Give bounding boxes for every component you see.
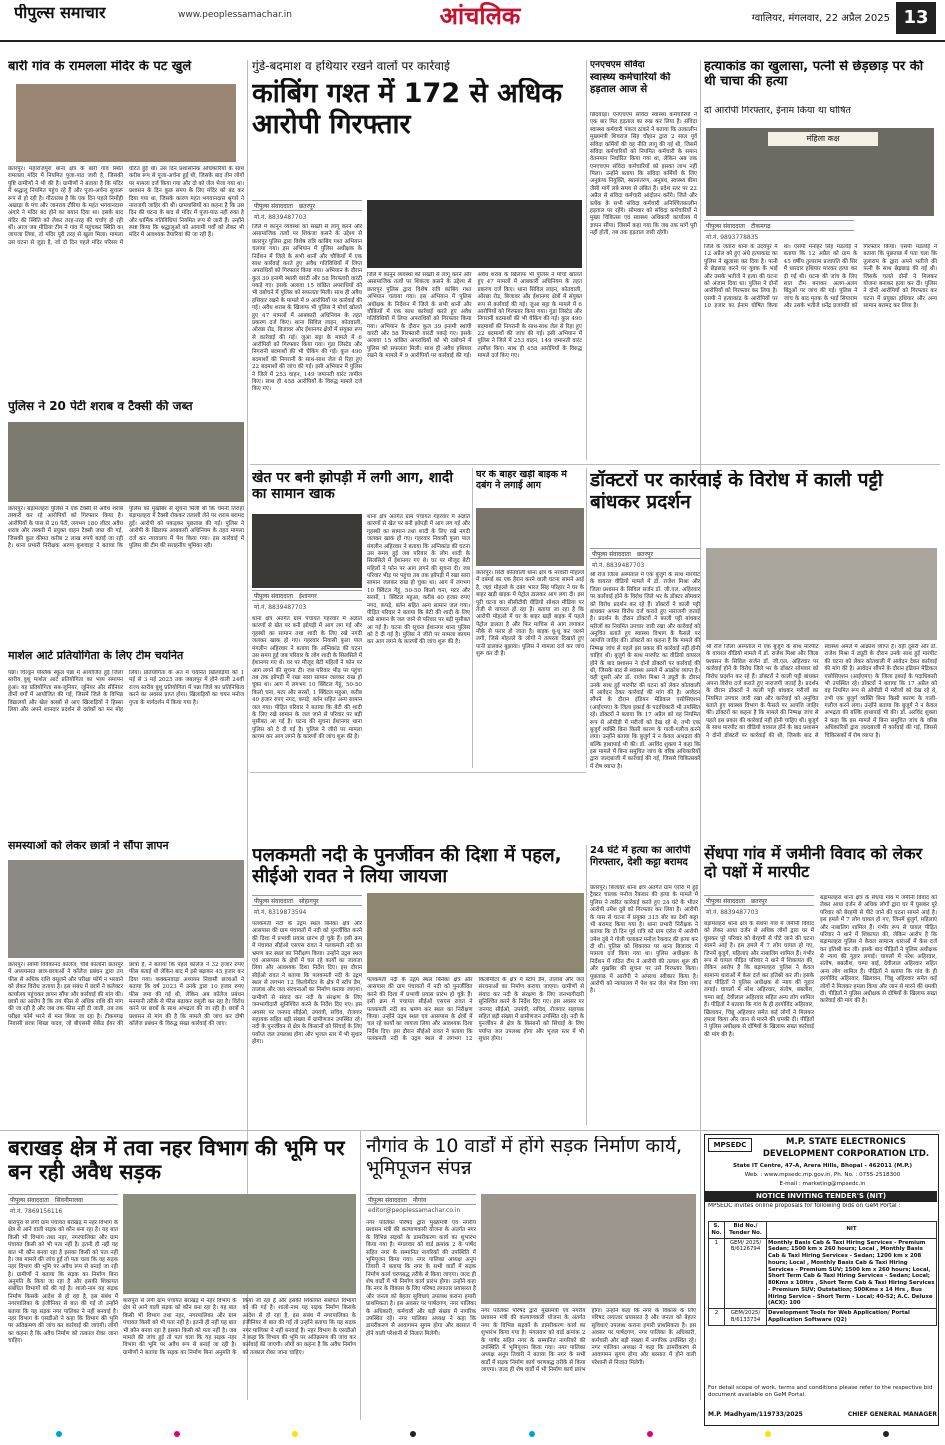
photo-sign: मंहिला कक्ष	[768, 132, 878, 146]
org-address: State IT Centre, 47-A, Arera Hills, Bhopal - 462011 (M.P.)	[732, 1163, 913, 1169]
tender-footer-note: For detail scope of work, terms and conditions please refer to the respective bid document available on GeM Portal.	[708, 1385, 933, 1399]
story-sharab	[8, 400, 244, 645]
cell-nit: Development Tools for Web Application/ Portal Application Software (Q2)	[767, 1309, 937, 1326]
notice-intro: MPSEDC invites online proposals for following bids on GeM Portal :	[708, 1203, 901, 1209]
story-body: श्री रोज जिला अस्पताल में एक बुजुर्ग के साथ मारपीट के वायरल वीडियो मामले में डॉ. राजेश मिश्रा और जिला प्रशासन के सिविल सर्जन डॉ. जी.एल. अहिरवार पर कार्रवाई होने के विरोध जिले भर के डॉक्टर सोमवार को विरोध प्रदर्शन कर रहे हैं। डॉक्टरों ने काली पट्टी बांधकर अपना विरोध दर्ज कराते हुए नाराजगी जताई है। प्रदर्शन के दौरान डॉक्टरों ने काली पट्टी बांधकर मरीजों का नियमित उपचार जारी रखा और कार्रवाई को अनुचित बताते हुए स्वास्थ्य विभाग के फैसले पर आपत्ति जाहिर की। डॉक्टरों का कहना है कि मामले की निष्पक्ष जांच से पहले इस प्रकार की कार्रवाई नहीं होनी चाहिए थी। बुजुर्ग के साथ मारपीट का वीडियो वायरल होने के बाद प्रशासन ने दोनों डॉक्टरों पर कार्रवाई की थी, जिसके बाद से स्वास्थ्य अमले में आक्रोश व्याप्त है। वहीं दूसरी ओर डॉ. राजेश मिश्रा ने ड्यूटी के दौरान उनके साथ हुई मारपीट की घटना को लेकर कोतवाली में आवेदन देकर कार्रवाई की मांग की है। आवेदन सौंपने के दौरान इंडियन मेडिकल एसोसिएशन (आईएमए) के जिला इकाई के पदाधिकारी भी उपस्थित रहे। डॉक्टरों ने बताया कि 17 अप्रैल को वह नियमित रूप से ओपीडी में मरीजों को देख रहे थे, तभी एक बुजुर्ग व्यक्ति बिना किसी कारण के गाली-गलौज करने लगा। उन्होंने बताया कि बुजुर्ग ने न केवल अभद्रता की बल्कि हाथापाई भी की। डॉ. अरविंद शुक्ला ने कहा कि इस मामले में बिना समुचित जांच के वरिष्ठ अधिकारियों द्वारा जल्दबाजी में कार्रवाई की गई, जिससे चिकित्सकों में रोष व्याप्त है।	[590, 572, 700, 770]
headline: 24 घंटे में हत्या का आरोपी गिरफ्तार, देशी कट्टा बरामद	[590, 845, 691, 868]
burnt-hut-photo	[252, 514, 362, 588]
accused-arrest-photo	[706, 128, 934, 216]
story-body-continued: बड़ामलहरा थाना क्षेत्र के सेंधपा गांव में जमीनी विवाद को लेकर आधा दर्जन से अधिक लोगों द्वारा घर में घुसकर पूरे परिवार को बेरहमी से पीटे जाने की घटना सामने आई है। इस हमले में 7 लोग घायल हो गए, जिनमें बुजुर्ग, महिलाएं और नाबालिग शामिल हैं। गंभीर रूप से घायल पीड़ित परिवार ने थाने में शिकायत की, लेकिन आरोप है कि बड़ामलहरा पुलिस ने केवल सामान्य धाराओं में केस दर्ज कर इतिश्री कर ली। इसके बाद पीड़ितों ने पुलिस अधीक्षक से न्याय की गुहार लगाई। घायलों में नरेश अहिरवार, संतोष, बबलीश, चम्पा बाई, देवीलाल अहिरवार सहित अन्य लोग शामिल हैं। पीड़ितों ने बताया कि गांव के ही हरगोविंद अहिरवार, खिलावन, चिन्नू अहिरवार समेत कई लोगों ने मिलकर हमला किया और जान से मारने की धमकी दी। पीड़ितों ने पुलिस अधीक्षक से दोषियों के खिलाफ सख्त कार्रवाई की मांग की है।	[820, 895, 937, 1005]
story-body: छिंदवाड़ा। एनएचएम संविदा स्वास्थ्य कर्मचारियों ने एक बार फिर हड़ताल का रुख कर लिया है। संविदा स्वास्थ्य कर्मचारी पंकज ठाकरे ने बताया कि तत्कालीन मुख्यमंत्री शिवराज सिंह चौहान द्वारा 2 साल पूर्व संविदा कर्मियों की वह नीति लागू की गई थी, जिसमें संविदा कर्मचारियों को नियमित कर्मचारी के समान वेतनमान निर्धारित किया गया था, लेकिन अब तक एनएचएम संविदा कर्मचारियों को इसका लाभ नहीं मिला। उन्होंने बताया कि संविदा कर्मियों के लिए अनुकंपा नियुक्ति, स्थानांतरण, अनुबंध, स्वास्थ्य बीमा जैसी मांगें लंबे समय से लंबित हैं। प्रदेश स्तर पर 22 अप्रैल से संविदा कर्मचारी आंदोलन करेंगे। जिले और ब्लॉक के सभी संविदा कर्मचारी अनिश्चितकालीन हड़ताल पर रहेंगे। सोमवार को संविदा कर्मचारियों ने मुख्य चिकित्सा एवं स्वास्थ्य अधिकारी कार्यालय में ज्ञापन सौंपा। जिसमें कहा गया कि जब तक मांगें पूरी नहीं होतीं, तब तक हड़ताल जारी रहेगी।	[590, 112, 697, 236]
kicker: गुंडे-बदमाश व हथियार रखने वालों पर कार्रवाई	[252, 60, 450, 73]
story-palakmati	[252, 845, 584, 1125]
org-email[interactable]: E-mail : marketing@mpsedc.in	[779, 1181, 866, 1187]
story-body: नगर पालिका परिषद द्वारा मुख्यमंत्री एवं नगरीय प्रशासन मंत्री की कल्याणकारी योजना के अंतर्गत नगर के विभिन्न सड़कों के डामरीकरण कार्य का शुभारंभ किया गया है। मंगलवार को वार्ड क्रमांक 2 के पार्षद सहित नगर के सम्मानित नागरिकों की उपस्थिति में भूमिपूजन किया गया। नगर पालिका अध्यक्ष अनूप तिवारी ने बताया कि नगर के सभी वार्डों में सड़क निर्माण कार्य चरणबद्ध तरीके से किया जाएगा। जल्द ही शेष वार्डों में भी निर्माण कार्य प्रारंभ होगा। उन्होंने कहा कि नगर के विकास के लिए परिषद लगातार प्रयासरत है और जनता को बेहतर सुविधाएं उपलब्ध कराना हमारी प्राथमिकता है। इस अवसर पर पार्षदगण, नगर पालिका के अधिकारी, कर्मचारी और बड़ी संख्या में नागरिक उपस्थित रहे। नगर पालिका अध्यक्ष ने कहा कि डामरीकरण से आवागमन सुगम होगा और बरसात में होने वाली परेशानी से निजात मिलेगी।	[366, 1220, 476, 1337]
headline: मार्शल आर्ट प्रतियोगिता के लिए टीम चयनित	[8, 650, 184, 662]
story-doctors	[590, 470, 937, 840]
story-body: पलकमती नदी के उद्गम स्थल बिनेका क्षेत्र और आसपास की ग्राम पंचायतों में नदी को पुनर्जीवित करने की दिशा में प्रभावी प्रयास प्रारंभ हो चुके हैं। इसी क्रम में पंचायत सीईओ एसएस रावत ने पलकमती नदी का भ्रमण कर स्थल का निरीक्षण किया। उन्होंने उद्गम स्थल एवं आसपास के क्षेत्रों में चल रहे कार्यों का जायजा लिया और आवश्यक दिशा निर्देश दिए। इस दौरान सीईओ रावत ने बताया कि पलकमती नदी के उद्गम स्थल से लगभग 12 किलोमीटर के क्षेत्र में स्टॉप डैम, तालाब और जल संरचनाओं का निर्माण कराया जाएगा। ग्रामीणों से संवाद कर नदी के संरक्षण के लिए जनभागीदारी सुनिश्चित करने के निर्देश दिए गए। इस अवसर पर जनपद सीईओ, उपयंत्री, सचिव, रोजगार सहायक सहित बड़ी संख्या में ग्रामीणजन उपस्थित रहे। नदी के पुनर्जीवन से क्षेत्र के किसानों को सिंचाई के लिए पर्याप्त जल उपलब्ध होगा और भूजल स्तर में भी सुधार होगा।	[252, 921, 362, 1045]
cell-bid: GEM/ 2025/ B/6126794	[725, 1238, 767, 1309]
story-ram-mandir	[8, 60, 244, 395]
headline: पुलिस ने 20 पेटी शराब व टैक्सी की जब्त	[8, 400, 193, 413]
temple-meeting-photo	[16, 84, 236, 162]
story-body-continued: थाना क्षेत्र अंतर्गत ग्राम पंचायत गहरवार में अज्ञात कारणों से खेत पर बनी झोपड़ी में आग लग गई और गृहस्थी का सामान तथा शादी के लिए रखे नगदी जलकर खाक हो गए। गहरवार निवासी फूला पाल मंगलीन अहिरवार ने बताया कि अग्निकांड की घटना उस समय हुई जब परिवार के लोग शादी के सिलसिले में ईशानगर गए थे। घर पर मौजूद बेटी महिलों ने फोन पर आग लगने की सूचना दी। जब परिवार भीड़ पर पहुंचा तब तक झोपड़ी में रखा सारा सामान जलकर राख हो चुका था। आग में लगभग 10 क्विंटल गेहूं, 50-50 किलो चना, मटर और सरसों, 1 क्विंटल महुआ, करीब 40 हजार रुपए नगद, कपड़े, बर्तन सहित अन्य सामान जल गया। पीड़ित परिवार ने बताया कि बेटी की शादी के लिए रखे सामान के जल जाने से परिवार पर बड़ी मुसीबत आ गई है। घटना की सूचना ईशानगर थाना पुलिस को दे दी गई है। पुलिस ने जीरो पर मामला कायम कर आग लगने के कारणों की जांच शुरू की है।	[367, 514, 470, 646]
mobile-number: मो.नं. 8839487703	[254, 214, 307, 221]
bhoomipujan-photo	[481, 1194, 696, 1304]
headline: पलकमती नदी के पुनर्जीवन की दिशा में पहल, सीईओ रावत ने लिया जायजा	[252, 845, 562, 888]
website[interactable]: www.peoplessamachar.in	[178, 10, 292, 20]
cell-sno: 1	[709, 1238, 725, 1309]
mobile-number: मो.नं. 8839487703	[254, 604, 307, 611]
byline: पीपुल्स संवाददाता छतरपुर	[704, 895, 814, 906]
story-naugaon	[366, 1136, 696, 1426]
section-title: आंचलिक	[439, 2, 521, 30]
mobile-number: मो.नं. 9893778835	[706, 234, 759, 241]
story-body: पन्ना। चिल्ड्रन पब्लिक स्कूल पन्ना में आयोजित हुई जिला स्तरीय वुशु मार्शल आर्ट प्रतियोगिता का भव्य समापन हुआ। यह प्रतियोगिता सब-जूनियर, जूनियर और सीनियर तीनों वर्गों में आयोजित की गई, जिसमें जिले के विभिन्न विद्यालयों और खेल क्लबों से आए खिलाड़ियों ने हिस्सा लिया और अपने शानदार प्रदर्शन से दर्शकों का मन मोह लिया। प्रतियोगिता के अंत में चयनित खिलाड़ियों को 1 मई से 3 मई 2025 तक जबलपुर में होने वाली 24वीं राज्य स्तरीय वुशु प्रतियोगिता में पन्ना जिले का प्रतिनिधित्व करने का अवसर प्राप्त होगा। खिलाड़ियों का चयन मनोज गुप्ता के मार्गदर्शन में किया गया है।	[8, 670, 244, 713]
byline: पीपुल्स संवाददाता सोहागपुर	[252, 895, 362, 906]
col-bid: Bid No./ Tender No.	[725, 1222, 767, 1239]
headline: स्वास्थ्य कर्मचारियों की हड़ताल आज से	[590, 72, 671, 95]
tender-advertisement	[704, 1134, 939, 1426]
print-color-bar	[0, 1430, 945, 1438]
tender-signatory: CHIEF GENERAL MANAGER	[847, 1411, 937, 1418]
story-hatyakand	[704, 60, 937, 460]
story-hadtal	[590, 60, 697, 460]
headline: घर के बाहर खड़ी बाइक में दबंग ने लगाई आग	[476, 470, 567, 491]
story-body: बड़ामलहरा थाना क्षेत्र के सेंधपा गांव में जमीनी विवाद को लेकर आधा दर्जन से अधिक लोगों द्वारा घर में घुसकर पूरे परिवार को बेरहमी से पीटे जाने की घटना सामने आई है। इस हमले में 7 लोग घायल हो गए, जिनमें बुजुर्ग, महिलाएं और नाबालिग शामिल हैं। गंभीर रूप से घायल पीड़ित परिवार ने थाने में शिकायत की, लेकिन आरोप है कि बड़ामलहरा पुलिस ने केवल सामान्य धाराओं में केस दर्ज कर इतिश्री कर ली। इसके बाद पीड़ितों ने पुलिस अधीक्षक से न्याय की गुहार लगाई। घायलों में नरेश अहिरवार, संतोष, बबलीश, चम्पा बाई, देवीलाल अहिरवार सहित अन्य लोग शामिल हैं। पीड़ितों ने बताया कि गांव के ही हरगोविंद अहिरवार, खिलावन, चिन्नू अहिरवार समेत कई लोगों ने मिलकर हमला किया और जान से मारने की धमकी दी। पीड़ितों ने पुलिस अधीक्षक से दोषियों के खिलाफ सख्त कार्रवाई की मांग की है।	[704, 921, 814, 1038]
headline: समस्याओं को लेकर छात्रों ने सौंपा ज्ञापन	[8, 840, 169, 852]
cell-nit: Monthly Basis Cab & Taxi Hiring Services - Premium Sedan; 1500 km x 260 hours; Local , Monthly Basis Cab & Taxi Hiring Services - Sedan; 1200 km x 208 hours; Local , Monthly Basis Cab & Taxi Hiring Services - Premium SUV; 1500 km x 260 hours; Local, Short Term Cab & Taxi Hiring Services - Sedan; Local; 80Kms x 10Hrs , Short Term Cab & Taxi Hiring Services - Premium SUV; Outstation; 500Kms x 14 Hrs , Bus Hiring Service - Short Term - Local; 40-52; A.C. Deluxe (ACX): 100	[767, 1238, 937, 1309]
story-body: छतरपुर। स्वामी विवेकानंद कॉलेज, चौबे कॉलोनी छतरपुर में अध्ययनरत छात्र-छात्राओं ने कॉलेज प्रबंधन द्वारा तय फीस से अधिक राशि वसूलने और परीक्षा फॉर्म न भरवाने को लेकर विरोध जताया है। इस संबंध में छात्रों ने कलेक्टर कार्यालय पहुंचकर ज्ञापन सौंपा और कार्रवाई की मांग की। छात्रों का आरोप है कि तय फीस से अधिक राशि की मांग की जा रही है और जब तक फीस नहीं दी जाती, तब तक परीक्षा फॉर्म भरने से मना किया जा रहा है। टीकमगढ़ निवासी छात्रा शिखा यादव, जो बीएससी सेकेंड ईयर की छात्रा है, ने बताया कि पहले कॉलेज ने 32 हजार रुपए फीस बताई थी लेकिन बाद में इसे बढ़ाकर 45 हजार कर दिया गया। कक्कनवाड़ा अध्ययन निवासी छात्राओं ने बताया कि वर्ष 2023 में उनके द्वारा 10 हजार रुपए फीस जमा की गई थी, लेकिन अब कॉलेज प्रबंधन मनमानी तरीके से फीस बढ़ाकर वसूली कर रहा है। विरोध करने पर छात्रों के साथ अभद्रता की जा रही है। छात्रों ने प्रशासन से मांग की है कि मामले की जांच कर दोषी कॉलेज प्रबंधन के विरुद्ध सख्त कार्रवाई की जाए।	[8, 962, 244, 1027]
byline: पीपुल्स संवाददाता ईशानगर	[252, 590, 362, 601]
mpsedc-logo: MPSEDC	[708, 1138, 752, 1152]
byline: पीपुल्स संवाददाता टीकमगढ़	[704, 220, 854, 231]
story-combing	[252, 60, 582, 460]
headline: सेंधपा गांव में जमीनी विवाद को लेकर दो पक्षों में मारपीट	[704, 845, 923, 882]
page-number: 13	[896, 2, 936, 34]
subhead: दो आरोपी गिरफ्तार, ईनाम किया था घोषित	[704, 106, 851, 116]
mobile-number: मो.नं. 8319873594	[254, 909, 307, 916]
col-sno: S. No.	[709, 1222, 725, 1239]
masthead	[0, 0, 945, 42]
police-combing-photo	[367, 200, 582, 268]
police-seizure-photo	[8, 422, 244, 502]
org-name-line1: M.P. STATE ELECTRONICS	[786, 1137, 906, 1147]
tender-table	[708, 1221, 937, 1326]
mobile-number: मो.नं. 7869156116	[10, 1208, 63, 1215]
logo: पीपुल्स समाचार	[14, 4, 106, 22]
byline: पीपुल्स संवाददाता छतरपुर	[590, 548, 700, 559]
headline: बराखड़ क्षेत्र में तवा नहर विभाग की भूमि पर बन रही अवैध सड़क	[8, 1136, 345, 1185]
headline: नौगांव के 10 वार्डों में होंगे सड़क निर्माण कार्य, भूमिपूजन संपन्न	[366, 1136, 683, 1179]
mobile-number: मो.नं. 8839487703	[592, 562, 645, 569]
story-barakhad	[8, 1136, 356, 1426]
story-sendhapa	[704, 845, 937, 1125]
tender-table-header	[709, 1222, 937, 1239]
story-jhopdi	[252, 470, 470, 770]
headline: खेत पर बनी झोपड़ी में लगी आग, शादी का सामान खाक	[252, 470, 453, 503]
story-gyapan	[8, 840, 244, 1130]
students-memorandum-photo	[8, 860, 244, 958]
cell-bid: GEM/2025/ B/6133734	[725, 1309, 767, 1326]
headline: बारी गांव के रामलला मंदिर के पट खुले	[8, 60, 192, 74]
story-body: थाना क्षेत्र अंतर्गत ग्राम पंचायत गहरवार में अज्ञात कारणों से खेत पर बनी झोपड़ी में आग लग गई और गृहस्थी का सामान तथा शादी के लिए रखे नगदी जलकर खाक हो गए। गहरवार निवासी फूला पाल मंगलीन अहिरवार ने बताया कि अग्निकांड की घटना उस समय हुई जब परिवार के लोग शादी के सिलसिले में ईशानगर गए थे। घर पर मौजूद बेटी महिलों ने फोन पर आग लगने की सूचना दी। जब परिवार भीड़ पर पहुंचा तब तक झोपड़ी में रखा सारा सामान जलकर राख हो चुका था। आग में लगभग 10 क्विंटल गेहूं, 50-50 किलो चना, मटर और सरसों, 1 क्विंटल महुआ, करीब 40 हजार रुपए नगद, कपड़े, बर्तन सहित अन्य सामान जल गया। पीड़ित परिवार ने बताया कि बेटी की शादी के लिए रखे सामान के जल जाने से परिवार पर बड़ी मुसीबत आ गई है। घटना की सूचना ईशानगर थाना पुलिस को दे दी गई है। पुलिस ने जीरो पर मामला कायम कर आग लगने के कारणों की जांच शुरू की है।	[252, 616, 362, 740]
burnt-bike-photo	[476, 508, 584, 566]
story-body: छतरपुर। बिजावर थाना क्षेत्र अंतर्गत ग्राम एरोरा में हुई ट्रैक्टर चालक मनोज रैकवार की हत्या के मामले में पुलिस ने त्वरित कार्रवाई करते हुए 24 घंटे के भीतर आरोपी उमेश दुबे को गिरफ्तार कर लिया है। आरोपी के पास से घटना में प्रयुक्त 315 बोर का देशी कट्टा भी बरामद किया गया है। थाना प्रभारी निरीक्षक ने बताया कि दो दिन पूर्व रात्रि को ग्राम एरोरा में आरोपी उमेश दुबे ने गोली चलाकर मनोज रैकवार की हत्या कर दी थी। पुलिस को शिकायत पर थाना बिजावर में मामला दर्ज किया गया था। पुलिस अधीक्षक के निर्देशन में गठित टीम ने आरोपी की तलाश शुरू की और मुखबिर की सूचना पर उसे गिरफ्तार किया। पूछताछ में आरोपी ने अपराध स्वीकार किया है। आरोपी को न्यायालय में पेश कर जेल भेज दिया गया है।	[590, 885, 698, 995]
doctors-protest-photo	[706, 548, 937, 640]
cell-sno: 2	[709, 1309, 725, 1326]
org-web[interactable]: Web. : www.mpsedc.mp.gov.in, Ph. No. : 0755-2518300	[744, 1172, 901, 1178]
dateline: ग्वालियर, मंगलवार, 22 अप्रैल 2025	[751, 13, 890, 24]
kicker: एनएचएम संविदा	[590, 60, 645, 70]
road-construction-photo	[123, 1194, 356, 1294]
story-body: छतरपुर। बड़ामलहरा पुलिस ने एक टैक्सी से अवैध शराब तस्करी कर रहे आरोपियों को गिरफ्तार किया है। आरोपियों के पास से 20 पेटी, लगभग 180 लीटर अवैध शराब और तस्करी में प्रयुक्त वाहन टैक्सी जब्त की गई, जिसकी कुल कीमत करीब 2 लाख रुपये बताई जा रही है। थाना प्रभारी निरीक्षक अरुण कुशवाहा ने बताया कि पुलिस को मुखबिर से सूचना मिली थी कि चमनी तिराहा बड़ामलहरा में टैक्सी रोककर तलाशी लेने पर शराब बरामद हुई। आरोपी को पकड़कर पूछताछ की गई। पुलिस ने आरोपी के खिलाफ आबकारी अधिनियम के तहत मामला दर्ज कर न्यायालय में पेश किया गया। इस कार्रवाई में पुलिस की टीम की सराहनीय भूमिका रही।	[8, 506, 244, 549]
story-desi-katta	[590, 845, 698, 1125]
story-body-continued: नगर पालिका परिषद द्वारा मुख्यमंत्री एवं नगरीय प्रशासन मंत्री की कल्याणकारी योजना के अंतर्गत नगर के विभिन्न सड़कों के डामरीकरण कार्य का शुभारंभ किया गया है। मंगलवार को वार्ड क्रमांक 2 के पार्षद सहित नगर के सम्मानित नागरिकों की उपस्थिति में भूमिपूजन किया गया। नगर पालिका अध्यक्ष अनूप तिवारी ने बताया कि नगर के सभी वार्डों में सड़क निर्माण कार्य चरणबद्ध तरीके से किया जाएगा। जल्द ही शेष वार्डों में भी निर्माण कार्य प्रारंभ होगा। उन्होंने कहा कि नगर के विकास के लिए परिषद लगातार प्रयासरत है और जनता को बेहतर सुविधाएं उपलब्ध कराना हमारी प्राथमिकता है। इस अवसर पर पार्षदगण, नगर पालिका के अधिकारी, कर्मचारी और बड़ी संख्या में नागरिक उपस्थित रहे। नगर पालिका अध्यक्ष ने कहा कि डामरीकरण से आवागमन सुगम होगा और बरसात में होने वाली परेशानी से निजात मिलेगी।	[481, 1308, 696, 1373]
headline: कांबिंग गश्त में 172 से अधिक आरोपी गिरफ्तार	[252, 78, 563, 141]
headline: डॉक्टरों पर कार्रवाई के विरोध में काली पट्टी बांधकर प्रदर्शन	[590, 470, 883, 513]
tender-ref: M.P. Madhyam/119733/2025	[708, 1411, 803, 1418]
byline: पीपुल्स संवाददाता सिवनीमालवा	[8, 1194, 118, 1205]
story-body: छतरपुर। महाराजपुरा थाना क्षेत्र के बारी गांव स्थित रामलला मंदिर में नियमित पूजा-पाठ जारी है, जिसकी पुष्टि ग्रामीणों ने भी की है। ग्रामीणों ने बताया है कि मंदिर में श्रद्धालु नियमित पहुंच रहे हैं और पूजा-अर्चना सुचारू रूप से हो रही है। गौरतलब है कि एक दिन पहले निर्मोही अखाड़ा के पंच और जानराय टौरिया के महंत भगवानदास अंगारे ने मंदिर बंद होने का बयान दिया था। इसके बाद मंदिर की स्थिति को लेकर तरह-तरह की चर्चाएं हो रही थीं। आज जब मीडिया टीम ने गांव में पहुंचकर स्थिति का जायजा लिया, तो मंदिर पूरी तरह से खुला मिला। मामला उस घटना से जुड़ा है, जो दो दिन पहले मंदिर परिसर में घटित हुई थी। उस दिन प्रशासनिक अधिकारियों के साथ करीब रूप से पूजा-अर्चना हुई थी, जिसके बाद तीन लोगों पर मामला दर्ज किया गया और दो को जेल भेजा गया था। प्रशासन के दिन कुछ समय के लिए मंदिर को बंद कर दिया गया था, जिसके कारण महंत भगवानदास श्रृंगारे ने नाराजगी जाहिर की थी। ग्रामवासियों का कहना है कि उस दिन की घटना के बाद से मंदिर में पूजा-पाठ नहीं रुका है और धार्मिक गतिविधियां नियमित रूप से जारी हैं। उन्होंने स्पष्ट किया कि श्रद्धालुओं को आगामी पर्वों को लेकर भी मंदिर में आवश्यक तैयारियां की जा रही हैं।	[8, 166, 244, 246]
story-body: जिले के जतारा थाना के उदयपुर में 12 अप्रैल को हुए अंधे हत्याकांड का पुलिस ने खुलासा कर दिया है। पत्नी से छेड़छाड़ करने पर युवक के भाई और उसके भतीजे ने हत्या की घटना को अंजाम दिया था। पुलिस ने दोनों आरोपियों को गिरफ्तार कर लिया है। एसपी ने हत्याकांड के आरोपियों पर 10 हजार का ईनाम घोषित किया था। एसपी मनोहर सिंह मंडलोई ने बताया कि 12 अप्रैल को ग्राम के 45 वर्षीय तुलाराम प्रजापति की सिर में धारदार हथियार मारकर हत्या कर दी गई थी। घटना की जांच के लिए सात टीम बनाकर अलग-अलग बिंदुओं पर जांच की गई। पुलिस ने जांच के बाद मृतक के भाई सियाराम और उसके भतीजे धनेंद्र प्रजापति को गिरफ्तार किया। एसपी मंडलोई ने बताया कि पूछताछ में पता चला कि तुलाराम के द्वारा अपने भतीजे की पत्नी के साथ छेड़छाड़ की गई थी। जिसके चलते दोनों ने मिलकर योजना बनाकर हत्या कर दी। पुलिस ने दोनों आरोपियों को गिरफ्तार कर घटना में प्रयुक्त हथियार और अन्य सामान बरामद कर लिया है।	[704, 244, 937, 309]
story-body-continued: श्री रोज जिला अस्पताल में एक बुजुर्ग के साथ मारपीट के वायरल वीडियो मामले में डॉ. राजेश मिश्रा और जिला प्रशासन के सिविल सर्जन डॉ. जी.एल. अहिरवार पर कार्रवाई होने के विरोध जिले भर के डॉक्टर सोमवार को विरोध प्रदर्शन कर रहे हैं। डॉक्टरों ने काली पट्टी बांधकर अपना विरोध दर्ज कराते हुए नाराजगी जताई है। प्रदर्शन के दौरान डॉक्टरों ने काली पट्टी बांधकर मरीजों का नियमित उपचार जारी रखा और कार्रवाई को अनुचित बताते हुए स्वास्थ्य विभाग के फैसले पर आपत्ति जाहिर की। डॉक्टरों का कहना है कि मामले की निष्पक्ष जांच से पहले इस प्रकार की कार्रवाई नहीं होनी चाहिए थी। बुजुर्ग के साथ मारपीट का वीडियो वायरल होने के बाद प्रशासन ने दोनों डॉक्टरों पर कार्रवाई की थी, जिसके बाद से स्वास्थ्य अमले में आक्रोश व्याप्त है। वहीं दूसरी ओर डॉ. राजेश मिश्रा ने ड्यूटी के दौरान उनके साथ हुई मारपीट की घटना को लेकर कोतवाली में आवेदन देकर कार्रवाई की मांग की है। आवेदन सौंपने के दौरान इंडियन मेडिकल एसोसिएशन (आईएमए) के जिला इकाई के पदाधिकारी भी उपस्थित रहे। डॉक्टरों ने बताया कि 17 अप्रैल को वह नियमित रूप से ओपीडी में मरीजों को देख रहे थे, तभी एक बुजुर्ग व्यक्ति बिना किसी कारण के गाली-गलौज करने लगा। उन्होंने बताया कि बुजुर्ग ने न केवल अभद्रता की बल्कि हाथापाई भी की। डॉ. अरविंद शुक्ला ने कहा कि इस मामले में बिना समुचित जांच के वरिष्ठ अधिकारियों द्वारा जल्दबाजी में कार्रवाई की गई, जिससे चिकित्सकों में रोष व्याप्त है।	[706, 644, 937, 739]
river-inspection-photo	[367, 893, 584, 973]
org-name-line2: DEVELOPMENT CORPORATION LTD.	[762, 1149, 930, 1159]
col-nit: NIT	[767, 1222, 937, 1239]
story-body: जिले में कानून व्यवस्था को सख्ती से लागू करने और असामाजिक तत्वों पर शिकंजा कसने के उद्देश्य से छतरपुर पुलिस द्वारा विशेष रात्रि कांबिंग गश्त अभियान चलाया गया। इस अभियान में पुलिस अधीक्षक के निर्देशन में जिले के सभी थानों और चौकियों में एक साथ कार्रवाई करते हुए अवैध गतिविधियों में लिप्त अपराधियों को गिरफ्तार किया गया। अभियान के दौरान कुल 39 इनामी स्थायी वारंटी और 58 गिरफ्तारी वारंटी पकड़े गए। इसके अलावा 15 वांछित अपराधियों को भी दबोचने में पुलिस को सफलता मिली। साथ ही अवैध हथियार रखने के मामले में 9 आरोपियों पर कार्रवाई की गई। अवैध शराब के खिलाफ भी पुलिस ने मोर्चा खोलते हुए 47 मामलों में आबकारी अधिनियम के तहत प्रकरण दर्ज किए। थाना सिविल लाइन, कोतवाली, ओरछा रोड, बिजावर और ईशानगर क्षेत्रों में संयुक्त रूप से कार्रवाई की गई। जुआ सट्टा के मामले में 6 आरोपियों को गिरफ्तार किया गया। गुंडा लिस्टेड और निगरानी बदमाशों की भी चेकिंग की गई। कुल 490 बदमाशों की निगरानी के साथ-साथ जेल से रिहा हुए 22 बदमाशों की जांच की गई। इसी अभियान में पुलिस ने जिले में 253 वाहन, 149 जमानती वारंट तामील किए। साथ ही 458 आरोपियों के विरुद्ध मामले दर्ज किए गए।	[252, 224, 362, 393]
notice-title: NOTICE INVITING TENDER'S (NIT)	[705, 1191, 937, 1202]
story-bike	[476, 470, 584, 770]
email[interactable]: editor@peoplessamachar.co.in	[368, 1207, 461, 1214]
story-marshal-art	[8, 650, 244, 825]
story-body: बारापुरा से लगी ग्राम पंचायत बराखड़ में नहर विभाग के क्षेत्र से आने वाली सड़क को कौन बना रहा है। यह बात किसी भी विभाग तथा नहर, नगरपालिका और ग्राम पंचायत किसी को भी पता नहीं है। इतनी ही नहीं यह बात भी कौन बनवा रहा है इसका किसी को पता नहीं है। जब मामले की जांच हुई तो पता चला कि यह सड़क नहर विभाग की भूमि पर अवैध रूप से बनाई जा रही है। ग्रामीणों ने बताया कि सड़क का निर्माण बिना अनुमति के किया जा रहा है और इसकी शिकायत संबंधित विभागों को की गई है। शालो-नाम यह सड़क निर्माण किसके आदेश से हो रहा है, इस संबंध में नगरपालिका के इंजीनियर से बात की गई तो उन्होंने बताया कि यह सड़क नगर पालिका ने नहीं बनवाई है। नहर विभाग के एसडीओ ने कहा कि विभाग की भूमि पर अतिक्रमण की जांच कर कार्रवाई की जाएगी। लोगों का कहना है कि अवैध निर्माण को तत्काल रोका जाना चाहिए।	[8, 1220, 118, 1344]
byline: पीपुल्स संवाददाता छतरपुर	[252, 200, 362, 211]
byline: पीपुल्स संवाददाता नौगांव	[366, 1194, 476, 1205]
story-body-continued: पलकमती नदी के उद्गम स्थल बिनेका क्षेत्र और आसपास की ग्राम पंचायतों में नदी को पुनर्जीवित करने की दिशा में प्रभावी प्रयास प्रारंभ हो चुके हैं। इसी क्रम में पंचायत सीईओ एसएस रावत ने पलकमती नदी का भ्रमण कर स्थल का निरीक्षण किया। उन्होंने उद्गम स्थल एवं आसपास के क्षेत्रों में चल रहे कार्यों का जायजा लिया और आवश्यक दिशा निर्देश दिए। इस दौरान सीईओ रावत ने बताया कि पलकमती नदी के उद्गम स्थल से लगभग 12 किलोमीटर के क्षेत्र में स्टॉप डैम, तालाब और जल संरचनाओं का निर्माण कराया जाएगा। ग्रामीणों से संवाद कर नदी के संरक्षण के लिए जनभागीदारी सुनिश्चित करने के निर्देश दिए गए। इस अवसर पर जनपद सीईओ, उपयंत्री, सचिव, रोजगार सहायक सहित बड़ी संख्या में ग्रामीणजन उपस्थित रहे। नदी के पुनर्जीवन से क्षेत्र के किसानों को सिंचाई के लिए पर्याप्त जल उपलब्ध होगा और भूजल स्तर में भी सुधार होगा।	[367, 977, 584, 1042]
story-body-continued: जिले में कानून व्यवस्था को सख्ती से लागू करने और असामाजिक तत्वों पर शिकंजा कसने के उद्देश्य से छतरपुर पुलिस द्वारा विशेष रात्रि कांबिंग गश्त अभियान चलाया गया। इस अभियान में पुलिस अधीक्षक के निर्देशन में जिले के सभी थानों और चौकियों में एक साथ कार्रवाई करते हुए अवैध गतिविधियों में लिप्त अपराधियों को गिरफ्तार किया गया। अभियान के दौरान कुल 39 इनामी स्थायी वारंटी और 58 गिरफ्तारी वारंटी पकड़े गए। इसके अलावा 15 वांछित अपराधियों को भी दबोचने में पुलिस को सफलता मिली। साथ ही अवैध हथियार रखने के मामले में 9 आरोपियों पर कार्रवाई की गई। अवैध शराब के खिलाफ भी पुलिस ने मोर्चा खोलते हुए 47 मामलों में आबकारी अधिनियम के तहत प्रकरण दर्ज किए। थाना सिविल लाइन, कोतवाली, ओरछा रोड, बिजावर और ईशानगर क्षेत्रों में संयुक्त रूप से कार्रवाई की गई। जुआ सट्टा के मामले में 6 आरोपियों को गिरफ्तार किया गया। गुंडा लिस्टेड और निगरानी बदमाशों की भी चेकिंग की गई। कुल 490 बदमाशों की निगरानी के साथ-साथ जेल से रिहा हुए 22 बदमाशों की जांच की गई। इसी अभियान में पुलिस ने जिले में 253 वाहन, 149 जमानती वारंट तामील किए। साथ ही 458 आरोपियों के विरुद्ध मामले दर्ज किए गए।	[367, 272, 582, 360]
story-body-continued: बारापुरा से लगी ग्राम पंचायत बराखड़ में नहर विभाग के क्षेत्र से आने वाली सड़क को कौन बना रहा है। यह बात किसी भी विभाग तथा नहर, नगरपालिका और ग्राम पंचायत किसी को भी पता नहीं है। इतनी ही नहीं यह बात भी कौन बनवा रहा है इसका किसी को पता नहीं है। जब मामले की जांच हुई तो पता चला कि यह सड़क नहर विभाग की भूमि पर अवैध रूप से बनाई जा रही है। ग्रामीणों ने बताया कि सड़क का निर्माण बिना अनुमति के किया जा रहा है और इसकी शिकायत संबंधित विभागों को की गई है। शालो-नाम यह सड़क निर्माण किसके आदेश से हो रहा है, इस संबंध में नगरपालिका के इंजीनियर से बात की गई तो उन्होंने बताया कि यह सड़क नगर पालिका ने नहीं बनवाई है। नहर विभाग के एसडीओ ने कहा कि विभाग की भूमि पर अतिक्रमण की जांच कर कार्रवाई की जाएगी। लोगों का कहना है कि अवैध निर्माण को तत्काल रोका जाना चाहिए।	[123, 1298, 356, 1356]
story-body: छतरपुर। सिटी कोतवाली थाना क्षेत्र के नरवारी मोहल्ले में दबंगई का एक हैरान करने वाली घटना सामने आई है, जहां मोहल्ले के दबंग भारत सिंह परिहार ने घर के बाहर खड़ी बाइक में पेट्रोल डालकर आग लगा दी। इस पूरी घटना का सीसीटीवी वीडियो सोशल मीडिया पर तेजी से वायरल हो रहा है। बताया जा रहा है कि आरोपी मोहल्ले में घर के बाहर खड़ी बाइक में पहले पेट्रोल डालता है और फिर माचिस से आग लगाकर मौके से फरार हो जाता है। बाइक धू-धू कर जलने लगी, जिसे मोहल्ले के लोगों ने तत्परता दिखाते हुए पानी डालकर बुझाया। पुलिस ने मामला दर्ज कर जांच शुरू कर दी है।	[476, 570, 584, 658]
headline: हत्याकांड का खुलासा, पत्नी से छेड़छाड़ पर की थी चाचा की हत्या	[704, 60, 924, 89]
tender-row	[709, 1309, 937, 1326]
tender-row	[709, 1238, 937, 1309]
mobile-number: मो.नं. 8839487703	[706, 909, 759, 916]
